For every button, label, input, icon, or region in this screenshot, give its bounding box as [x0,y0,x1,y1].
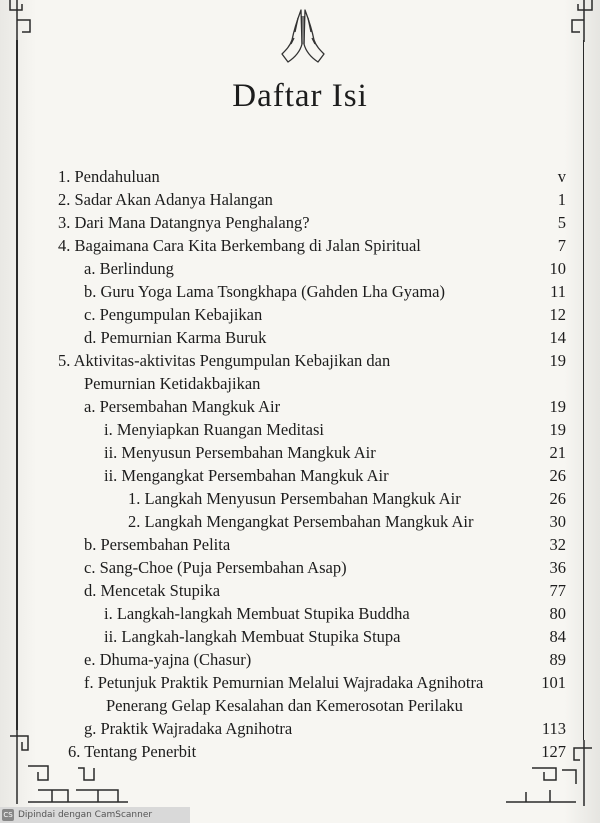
toc-entry-label: d. Pemurnian Karma Buruk [84,328,267,347]
toc-entry-label: ii. Mengangkat Persembahan Mangkuk Air [104,466,389,485]
toc-entry [84,580,220,602]
toc-entry-page: 127 [541,742,566,761]
toc-entry-page: 36 [549,558,566,577]
toc-entry [58,189,273,211]
toc-entry-label: ii. Langkah-langkah Membuat Stupika Stupa [104,627,401,646]
toc-entry-page: 101 [541,673,566,692]
toc-entry-page: 113 [541,719,566,738]
toc-entry [58,212,310,234]
toc-entry [84,557,347,579]
scanner-watermark [0,807,190,823]
toc-entry [84,327,266,349]
toc-entry [84,649,251,671]
page-title: Daftar Isi [232,78,368,114]
toc-entry-label: e. Dhuma-yajna (Chasur) [84,650,252,669]
toc-entry-page: 21 [549,443,566,462]
scanner-watermark-text: Dipindai dengan CamScanner [18,810,153,820]
toc-entry [84,672,483,694]
toc-entry-page: 80 [549,604,566,623]
praying-hands-icon [272,4,334,66]
toc-entry [104,626,400,648]
toc-entry-page: 84 [549,627,566,646]
toc-entry-label: 4. Bagaimana Cara Kita Berkembang di Jalan Spiritual [58,236,421,255]
toc-entry-page: 12 [549,305,566,324]
camscanner-icon: CS [3,810,13,819]
toc-entry [104,465,389,487]
toc-entry [68,741,196,763]
toc-entry [58,235,421,257]
toc-entry-label: 5. Aktivitas-aktivitas Pengumpulan Kebajikan dan [58,351,391,370]
toc-entry-page: 19 [549,397,566,416]
toc-entry-page: 11 [550,282,566,301]
toc-entry-label: 1. Langkah Menyusun Persembahan Mangkuk Air [128,489,461,508]
toc-entry-page: v [557,167,566,186]
toc-entry-page: 26 [549,489,566,508]
toc-entry [84,396,280,418]
toc-entry-label: 2. Sadar Akan Adanya Halangan [58,190,273,209]
toc-entry-label: i. Menyiapkan Ruangan Meditasi [104,420,324,439]
toc-entry-label: c. Sang-Choe (Puja Persembahan Asap) [84,558,347,577]
toc-entry-label: 6. Tentang Penerbit [68,742,197,761]
toc-entry-label: 3. Dari Mana Datangnya Penghalang? [58,213,310,232]
toc-entry-page: 1 [557,190,566,209]
toc-entry-page: 32 [549,535,566,554]
toc-entry-page: 30 [549,512,566,531]
toc-entry [104,442,376,464]
toc-entry-label: 2. Langkah Mengangkat Persembahan Mangkuk Air [128,512,474,531]
toc-entry [84,281,445,303]
toc-entry-label: Pemurnian Ketidakbajikan [84,374,261,393]
toc-entry [84,258,174,280]
toc-entry-page: 19 [549,351,566,370]
toc-entry-label: f. Petunjuk Praktik Pemurnian Melalui Wajradaka Agnihotra [84,673,484,692]
toc-entry-page: 26 [549,466,566,485]
toc-entry-continuation [106,695,463,717]
toc-entry [84,534,230,556]
toc-entry-page: 89 [549,650,566,669]
corner-ornament-bottom-left [8,728,138,808]
toc-entry [84,304,262,326]
toc-entry-page: 77 [549,581,566,600]
corner-ornament-top-left [8,0,48,48]
toc-entry [128,488,461,510]
toc-entry-label: ii. Menyusun Persembahan Mangkuk Air [104,443,376,462]
right-border-line [583,40,585,740]
toc-entry [128,511,474,533]
toc-entry-label: b. Guru Yoga Lama Tsongkhapa (Gahden Lha Gyama) [84,282,445,301]
toc-entry [58,350,390,372]
corner-ornament-top-right [556,0,596,48]
toc-entry [104,419,324,441]
toc-entry-label: c. Pengumpulan Kebajikan [84,305,263,324]
toc-entry-label: 1. Pendahuluan [58,167,160,186]
toc-entry-continuation [84,373,260,395]
toc-entry-label: Penerang Gelap Kesalahan dan Kemerosotan Perilaku [106,696,463,715]
toc-entry-page: 14 [549,328,566,347]
toc-entry-label: i. Langkah-langkah Membuat Stupika Buddha [104,604,410,623]
toc-entry-label: d. Mencetak Stupika [84,581,221,600]
toc-entry-label: a. Berlindung [84,259,174,278]
toc-entry-label: g. Praktik Wajradaka Agnihotra [84,719,293,738]
toc-entry-page: 5 [557,213,566,232]
toc-entry-page: 7 [557,236,566,255]
toc-entry-page: 10 [549,259,566,278]
toc-entry-label: b. Persembahan Pelita [84,535,231,554]
toc-entry [104,603,410,625]
toc-entry-page: 19 [549,420,566,439]
toc-entry [58,166,160,188]
left-border-line [16,40,18,730]
toc-entry [84,718,292,740]
toc-entry-label: a. Persembahan Mangkuk Air [84,397,281,416]
